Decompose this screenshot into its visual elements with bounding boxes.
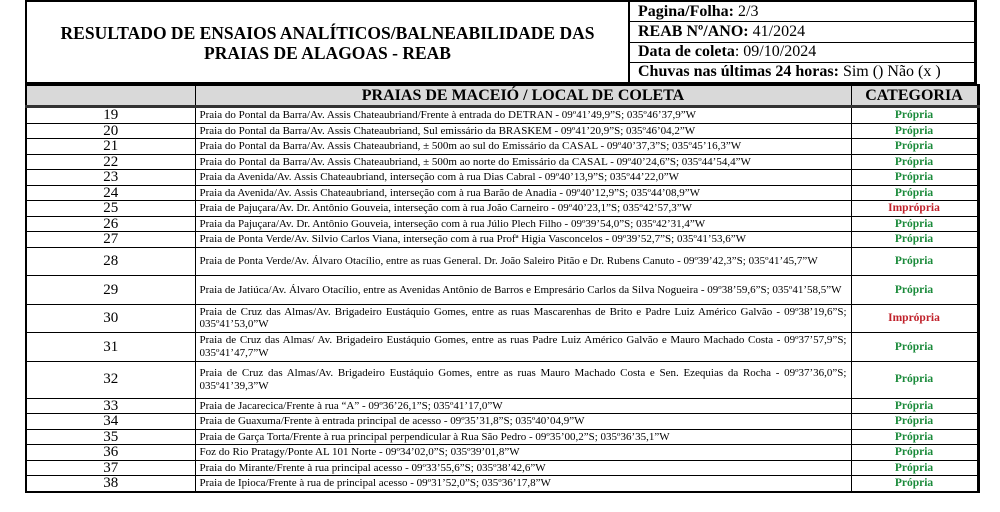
row-number: 24 [26,185,195,201]
row-location: Praia do Pontal da Barra/Av. Assis Chateaubriand, ± 500m ao norte do Emissário da CASAL - 09º40’24,6”S; 035º44’54,4”W [195,154,851,170]
row-location: Praia de Cruz das Almas/ Av. Brigadeiro Eustáquio Gomes, entre as ruas Padre Luiz Américo Galvão e Mauro Machado Costa - 09º37’57,9”S; 035º41’47,7”W [195,333,851,362]
row-number: 33 [26,398,195,414]
meta-page [630,2,974,22]
row-number: 28 [26,247,195,276]
row-number: 22 [26,154,195,170]
row-number: 32 [26,361,195,398]
table-row [26,201,978,217]
row-number: 34 [26,414,195,430]
results-table [25,84,980,493]
page-value: 2/3 [738,2,759,20]
row-number: 38 [26,476,195,492]
row-category: Própria [851,247,978,276]
meta-date [630,43,974,63]
row-number: 37 [26,460,195,476]
table-row [26,361,978,398]
row-category: Imprópria [851,201,978,217]
table-row [26,460,978,476]
table-row [26,139,978,155]
row-number: 20 [26,123,195,139]
table-row [26,414,978,430]
row-category: Própria [851,333,978,362]
table-row [26,276,978,305]
row-number: 26 [26,216,195,232]
table-row [26,476,978,492]
row-location: Foz do Rio Pratagy/Ponte AL 101 Norte - 09º34’02,0”S; 035º39’01,8”W [195,445,851,461]
meta-reab [630,22,974,42]
row-location: Praia da Avenida/Av. Assis Chateaubriand, interseção com à rua Dias Cabral - 09º40’13,9”S; 035º44’22,0”W [195,170,851,186]
row-location: Praia de Guaxuma/Frente à entrada principal de acesso - 09º35’31,8”S; 035º40’04,9”W [195,414,851,430]
row-category: Própria [851,185,978,201]
report-title [27,2,630,82]
report-header [25,0,977,84]
table-row [26,445,978,461]
row-number: 30 [26,304,195,333]
table-row [26,304,978,333]
row-category: Própria [851,216,978,232]
report-meta [630,2,974,82]
title-line-2: PRAIAS DE ALAGOAS - REAB [204,43,451,63]
table-row [26,123,978,139]
row-category: Própria [851,276,978,305]
report-sheet [25,0,977,493]
reab-value: 41/2024 [752,22,806,40]
row-location: Praia de Jatiúca/Av. Álvaro Otacílio, entre as Avenidas Antônio de Barros e Empresário Carlos da Silva Nogueira - 09º38’59,6”S; 035º41’58,5”W [195,276,851,305]
row-number: 35 [26,429,195,445]
meta-rain [630,63,974,82]
table-row [26,232,978,248]
row-category: Própria [851,232,978,248]
table-row [26,429,978,445]
date-value: : 09/10/2024 [734,43,817,61]
reab-label: REAB Nº/ANO: [638,22,749,40]
row-location: Praia de Cruz das Almas/Av. Brigadeiro Eustáquio Gomes, entre as ruas Mascarenhas de Brito e Padre Luiz Américo Galvão - 09º38’19,6”S; 035º41’53,0”W [195,304,851,333]
row-category: Própria [851,154,978,170]
row-number: 29 [26,276,195,305]
header-number [26,85,195,107]
row-location: Praia do Pontal da Barra/Av. Assis Chateaubriand/Frente à entrada do DETRAN - 09º41’49,9”S; 035º46’37,9”W [195,107,851,124]
row-category: Própria [851,123,978,139]
row-category: Própria [851,139,978,155]
table-row [26,333,978,362]
row-location: Praia de Pajuçara/Av. Dr. Antônio Gouveia, interseção com à rua João Carneiro - 09º40’23,1”S; 035º42’57,3”W [195,201,851,217]
row-number: 21 [26,139,195,155]
row-location: Praia do Pontal da Barra/Av. Assis Chateaubriand, ± 500m ao sul do Emissário da CASAL - 09º40’37,3”S; 035º45’16,3”W [195,139,851,155]
row-location: Praia de Jacarecica/Frente à rua “A” - 09º36’26,1”S; 035º41’17,0”W [195,398,851,414]
row-location: Praia do Pontal da Barra/Av. Assis Chateaubriand, Sul emissário da BRASKEM - 09º41’20,9”S; 035º46’04,2”W [195,123,851,139]
rain-label: Chuvas nas últimas 24 horas: [638,63,839,81]
header-category: CATEGORIA [851,85,978,107]
row-number: 31 [26,333,195,362]
table-header-row [26,85,978,107]
row-location: Praia da Avenida/Av. Assis Chateaubriand, interseção com à rua Barão de Anadia - 09º40’12,9”S; 035º44’08,9”W [195,185,851,201]
row-number: 25 [26,201,195,217]
rain-value: Sim () Não (x ) [842,63,941,81]
row-location: Praia de Ponta Verde/Av. Silvio Carlos Viana, interseção com à rua Profª Higia Vasconcelos - 09º39’52,7”S; 035º41’53,6”W [195,232,851,248]
row-number: 27 [26,232,195,248]
row-category: Própria [851,107,978,124]
row-location: Praia de Cruz das Almas/Av. Brigadeiro Eustáquio Gomes, entre as ruas Mauro Machado Costa e Sen. Ezequias da Rocha - 09º37’36,0”S; 035º41’39,3”W [195,361,851,398]
row-category: Própria [851,361,978,398]
row-category: Própria [851,170,978,186]
table-row [26,216,978,232]
row-location: Praia da Pajuçara/Av. Dr. Antônio Gouveia, interseção com à rua Júlio Plech Filho - 09º39’54,0”S; 035º42’31,4”W [195,216,851,232]
row-location: Praia de Ipioca/Frente à rua de principal acesso - 09º31’52,0”S; 035º36’17,8”W [195,476,851,492]
header-location: PRAIAS DE MACEIÓ / LOCAL DE COLETA [195,85,851,107]
date-label: Data de coleta [638,43,735,61]
row-location: Praia de Ponta Verde/Av. Álvaro Otacílio, entre as ruas General. Dr. João Saleiro Pitão e Dr. Rubens Canuto - 09º39’42,3”S; 035º41’45,7”W [195,247,851,276]
row-number: 23 [26,170,195,186]
row-category: Própria [851,445,978,461]
row-category: Própria [851,429,978,445]
table-row [26,398,978,414]
table-row [26,107,978,124]
row-location: Praia do Mirante/Frente à rua principal acesso - 09º33’55,6”S; 035º38’42,6”W [195,460,851,476]
table-row [26,154,978,170]
page-label: Pagina/Folha: [638,2,735,20]
title-line-1: RESULTADO DE ENSAIOS ANALÍTICOS/BALNEABILIDADE DAS [60,23,595,43]
table-row [26,185,978,201]
row-category: Própria [851,414,978,430]
table-row [26,247,978,276]
row-number: 36 [26,445,195,461]
table-row [26,170,978,186]
row-location: Praia de Garça Torta/Frente à rua principal perpendicular à Rua São Pedro - 09º35’00,2”S; 035º36’35,1”W [195,429,851,445]
row-category: Própria [851,460,978,476]
row-number: 19 [26,107,195,124]
table-body [26,107,978,492]
row-category: Própria [851,398,978,414]
row-category: Imprópria [851,304,978,333]
row-category: Própria [851,476,978,492]
